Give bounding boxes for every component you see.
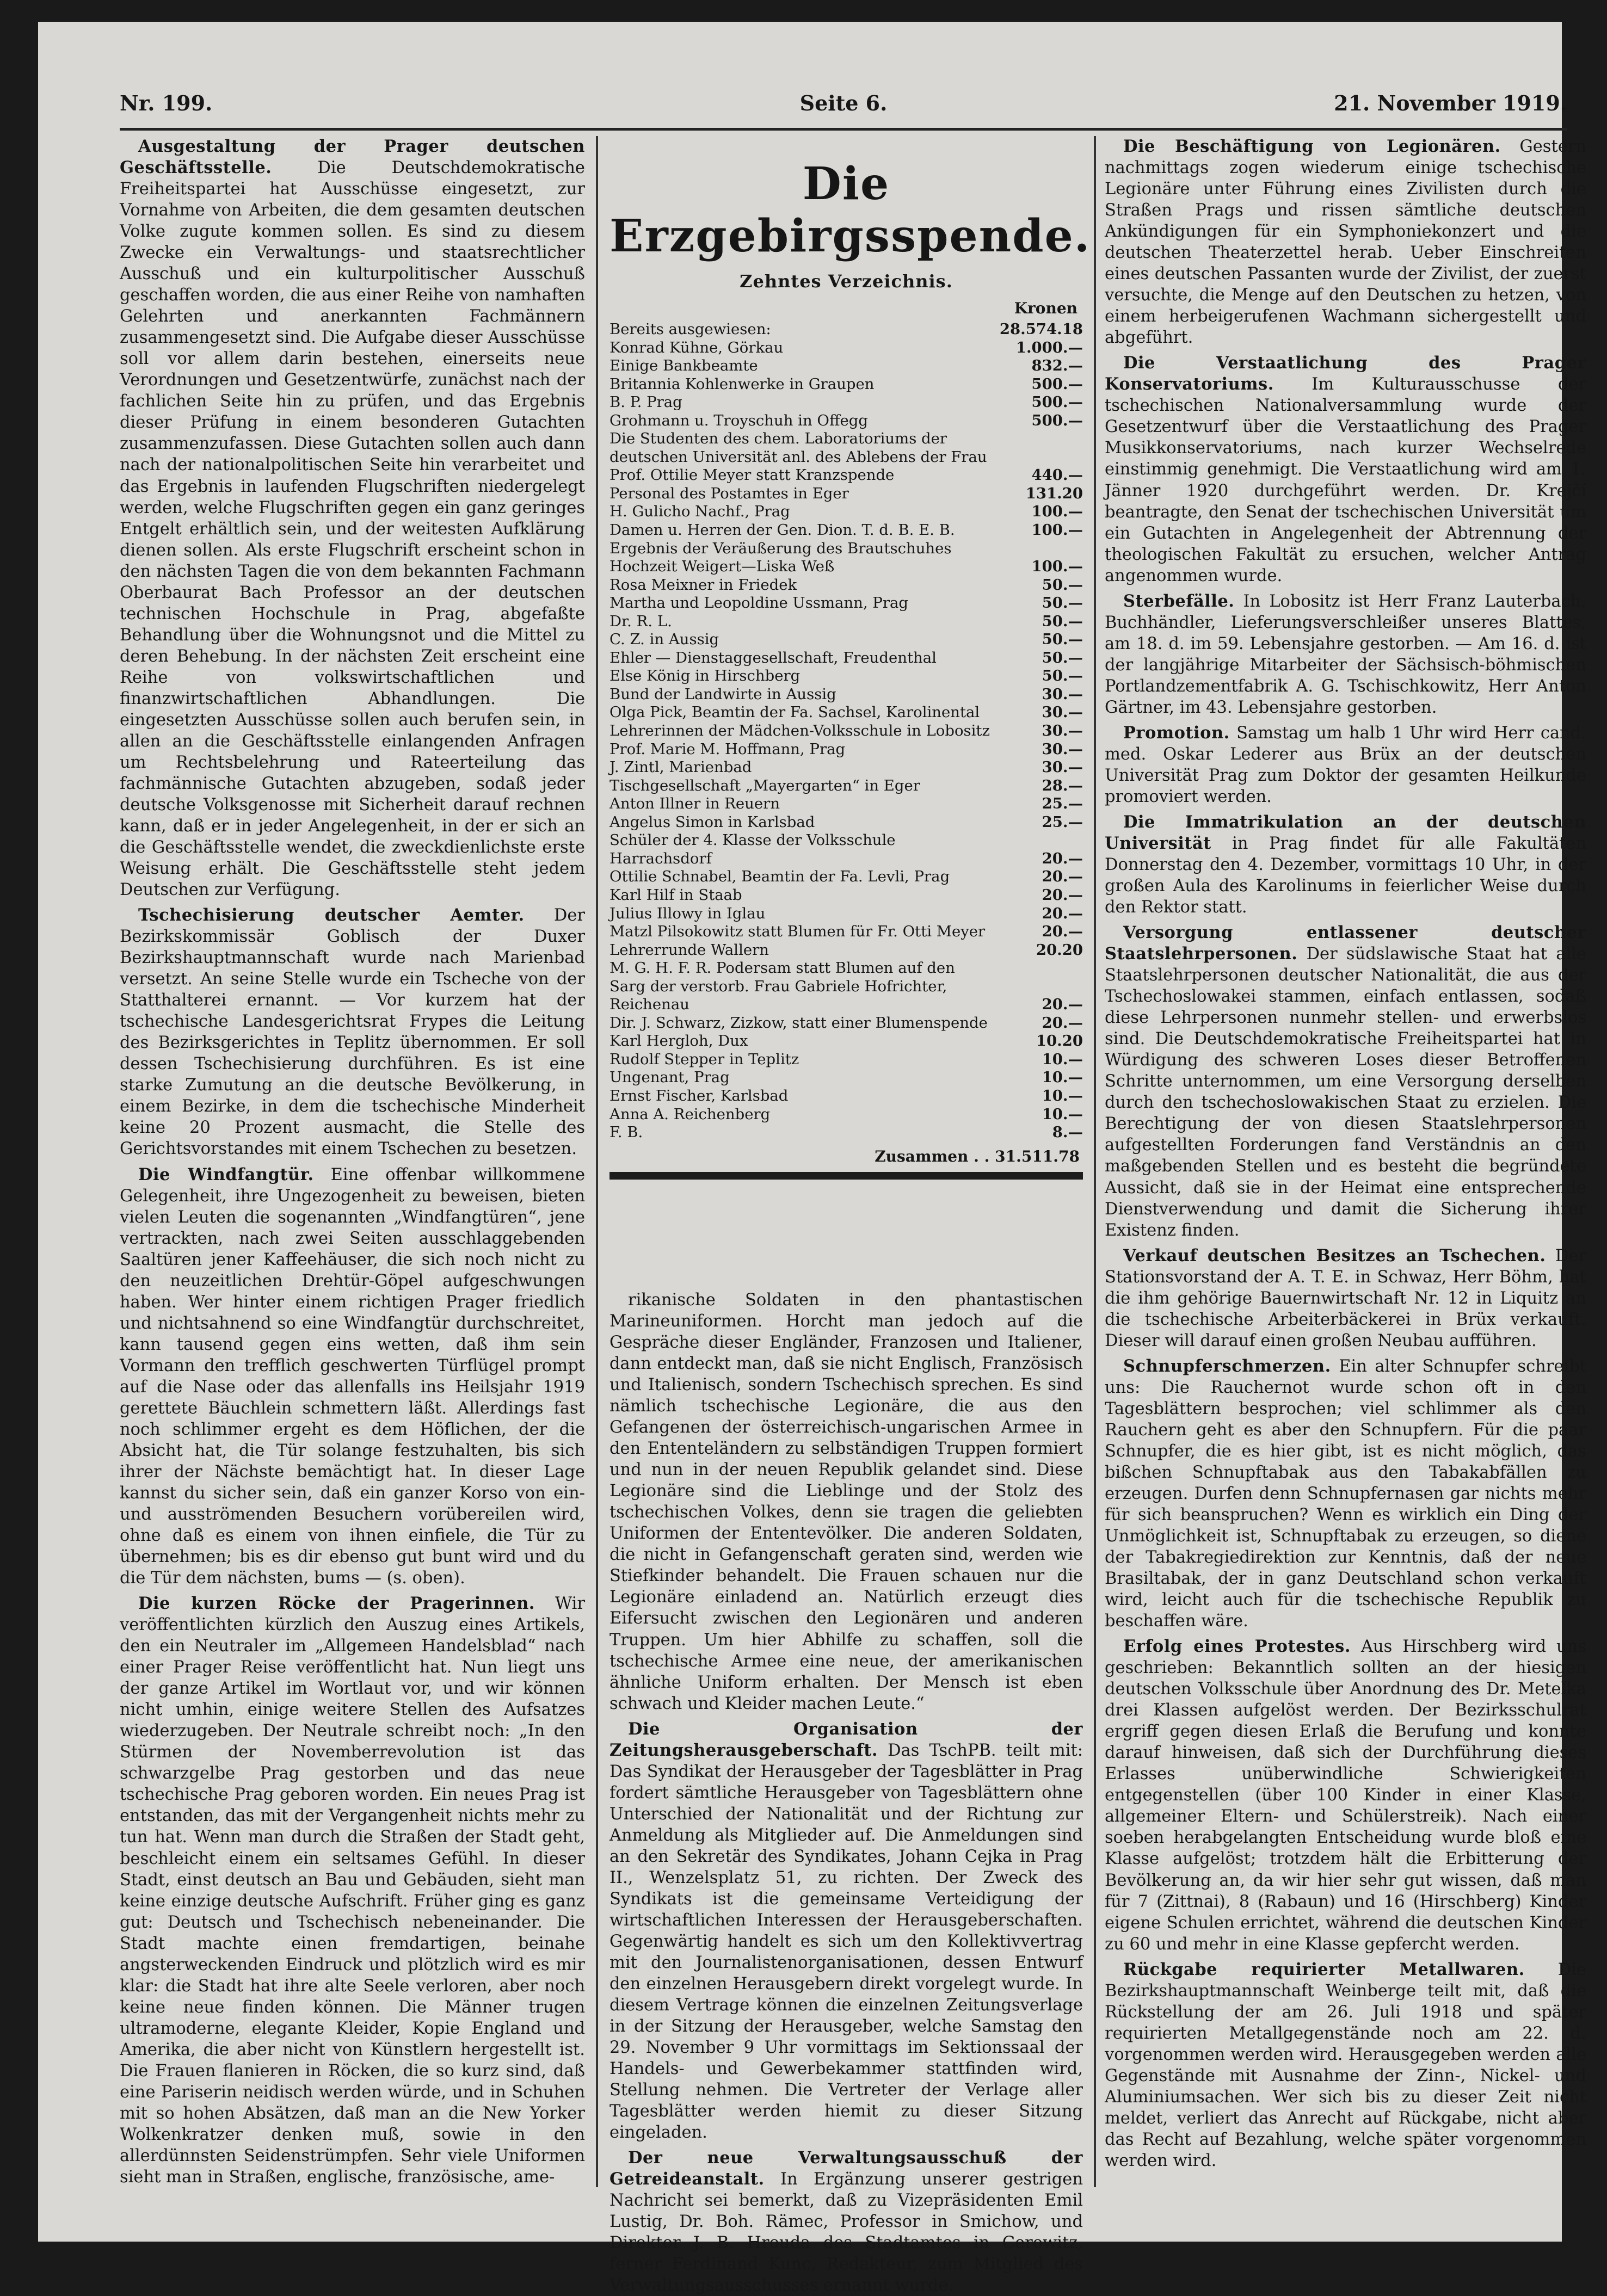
donation-amount: 50.— — [1042, 594, 1083, 612]
donation-amount: 50.— — [1042, 576, 1083, 594]
article-heading: Erfolg eines Protestes. — [1123, 1637, 1351, 1657]
donation-row — [609, 722, 1083, 740]
header-rule — [120, 128, 1567, 131]
donation-amount: 50.— — [1042, 649, 1083, 666]
donation-row — [609, 1124, 1083, 1142]
article-body: Eine offenbar willkommene Gelegenheit, ihre Ungezogenheit zu beweisen, bieten vielen Leuten die sogenannten „Windfangtüren“, jene vertrackten, nach zwei Seiten ausschlaggebenden Saaltüren jener Kaffeehäuser, die sich noch nicht zu den neuzeitlichen Drehtür-Göpel aufgeschwungen haben. Wer hinter einem richtigen Prager friedlich und nichtsahnend so eine Windfangtür durchschreitet, kann tausend gegen eins wetten, daß ihm sein Vormann den trefflich geschwerten Türflügel prompt auf die Nase oder das allenfalls ins Heilsjahr 1919 gerettete Bäuchlein schmettern läßt. Allerdings fast noch schlimmer ergeht es dem Höflichen, der die Absicht hat, die Tür solange festzuhalten, bis sich ihrer der Nächste bemächtigt hat. In dieser Lage kannst du sicher sein, daß ein ganzer Korso von ein- und ausströmenden Besuchern vorübereilen wird, ohne daß es einem von ihnen einfiele, die Tür zu übernehmen; bis es dir ebenso gut bunt wird und du die Tür dem nächsten, bums — (s. oben). — [120, 1165, 585, 1588]
donor-name: Karl Hilf in Staab — [609, 886, 742, 904]
article-body: Die Deutschdemokratische Freiheitspartei hat Ausschüsse eingesetzt, zur Vornahme von Arbeiten, die dem gesamten deutschen Volke zugute kommen sollen. Es sind zu diesem Zwecke ein Verwaltungs- und staatsrechtlicher Ausschuß und ein kulturpolitischer Ausschuß geschaffen worden, die aus einer Reihe von namhaften Gelehrten und anerkannten Fachmännern zusammengesetzt sind. Die Aufgabe dieser Ausschüsse soll vor allem darin bestehen, einerseits neue Verordnungen und Gesetzentwürfe, zunächst nach der fachlichen Seite hin zu prüfen, und das Ergebnis dieser Prüfung in einem besonderen Gutachten zusammenzufassen. Diese Gutachten sollen auch dann nach der nationalpolitischen Seite hin verarbeitet und das Ergebnis in laufenden Flugschriften niedergelegt werden, welche Flugschriften gegen ein ganz geringes Entgelt erhältlich sein, und der weitesten Aufklärung dienen sollen. Als erste Flugschrift erscheint schon in den nächsten Tagen die von dem bekannten Fachmann Oberbaurat Bach Professor an der deutschen technischen Hochschule in Prag, abgefaßte Behandlung über die Wohnungsnot und die Mittel zu deren Behebung. In der nächsten Zeit erscheint eine Reihe von volkswirtschaftlichen und finanzwirtschaftlichen Abhandlungen. Die eingesetzten Ausschüsse sollen auch berufen sein, in allen an die Geschäftsstelle einlangenden Anfragen um Rechtsbelehrung und Rateerteilung das fachmännische Gutachten abzugeben, sodaß jeder deutsche Volksgenosse mit Sicherheit darauf rechnen kann, daß er in jeder Angelegenheit, in der er sich an die Geschäftsstelle wendet, die zweckdienlichste erste Weisung erhält. Die Geschäftsstelle steht jedem Deutschen zur Verfügung. — [120, 158, 585, 900]
article-body: Aus Hirschberg wird uns geschrieben: Bekanntlich sollten an der hiesigen deutschen Volksschule über Anordnung des Dr. Metelka drei Klassen aufgelöst werden. Der Bezirksschulrat ergriff gegen diesen Erlaß die Berufung und konnte darauf hinweisen, daß sich der Durchführung dieses Erlasses unüberwindliche Schwierigkeiten entgegenstellen (über 100 Kinder in einer Klasse, allgemeiner Eltern- und Schülerstreik). Nach einer soeben herabgelangten Entscheidung wurde bloß eine Klasse aufgelöst; trotzdem hält die Erbitterung der Bevölkerung an, da wir hier sehr gut wissen, daß man für 7 (Zittnai), 8 (Rabaun) und 16 (Hirschberg) Kinder eigene Schulen errichtet, während die deutschen Kinder zu 60 und mehr in eine Klasse gepfercht werden. — [1105, 1637, 1586, 1954]
article-heading: Ausgestaltung der Prager deutschen Geschäftsstelle. — [120, 137, 585, 178]
donation-row — [609, 1069, 1083, 1087]
article — [609, 1289, 1083, 1714]
article — [120, 1593, 585, 2188]
donor-name: Else König in Hirschberg — [609, 667, 801, 685]
donation-row — [609, 412, 1083, 430]
donor-name: Matzl Pilsokowitz statt Blumen für Fr. Otti Meyer — [609, 923, 986, 941]
article-body: Die Bezirkshauptmannschaft Weinberge teilt mit, daß die Rückstellung der am 26. Juli 1918 und später requirierten Metallgegenstände noch am 22. d. vorgenommen werden wird. Herausgegeben werden alle Gegenstände mit Ausnahme der Zinn-, Nickel- und Aluminiumsachen. Wer sich bis zu dieser Zeit nicht meldet, verliert das Anrecht auf Rückgabe, nicht aber das Recht auf Bezahlung, welche später vorgenommen werden wird. — [1105, 1960, 1587, 2170]
article-heading: Verkauf deutschen Besitzes an Tschechen. — [1123, 1245, 1546, 1266]
donor-name: Angelus Simon in Karlsbad — [609, 813, 815, 831]
donor-name: Konrad Kühne, Görkau — [609, 338, 784, 356]
donor-name: Dr. R. L. — [609, 612, 672, 630]
donation-amount: 10.— — [1042, 1087, 1083, 1104]
donation-amount: 50.— — [1042, 631, 1083, 649]
donation-amount: 30.— — [1042, 758, 1083, 776]
donor-name: Schüler der 4. Klasse der Volksschule Harrachsdorf — [609, 831, 896, 867]
donor-name: Ergebnis der Veräußerung des Brautschuhes Hochzeit Weigert—Liska Weß — [609, 539, 952, 576]
donation-row — [609, 485, 1083, 503]
donation-amount: 100.— — [1031, 558, 1083, 576]
donation-amount: 10.— — [1042, 1069, 1083, 1087]
donation-table — [609, 320, 1083, 1142]
donor-name: Ungenant, Prag — [609, 1069, 730, 1087]
article-heading: Die Immatrikulation an der deutschen Universität — [1105, 812, 1586, 853]
donor-name: Ottilie Schnabel, Beamtin der Fa. Levli, Prag — [609, 868, 950, 886]
donor-name: Ernst Fischer, Karlsbad — [609, 1087, 789, 1104]
article-heading: Promotion. — [1123, 723, 1230, 743]
donation-amount: 20.— — [1042, 868, 1083, 886]
donation-list-subtitle: Zehntes Verzeichnis. — [740, 271, 953, 292]
article — [1105, 1636, 1586, 1954]
article-heading: Die Organisation der Zeitungsherausgeberschaft. — [609, 1719, 1083, 1760]
donation-row — [609, 686, 1083, 704]
donor-name: Prof. Marie M. Hoffmann, Prag — [609, 740, 846, 758]
donation-amount: 20.— — [1042, 1014, 1083, 1032]
donation-amount: 10.— — [1042, 1105, 1083, 1123]
article — [1105, 812, 1586, 918]
donor-name: Rudolf Stepper in Teplitz — [609, 1050, 799, 1068]
article-heading: Die kurzen Röcke der Pragerinnen. — [138, 1594, 535, 1614]
donation-amount: 20.— — [1042, 996, 1083, 1014]
donor-name: Ehler — Dienstaggesellschaft, Freudenthal — [609, 649, 937, 666]
donor-name: Dir. J. Schwarz, Zizkow, statt einer Blumenspende — [609, 1014, 988, 1032]
donation-row — [609, 1014, 1083, 1033]
article — [1105, 591, 1586, 718]
article-body: Im Kulturausschusse der tschechischen Nationalversammlung wurde der Gesetzentwurf über die Verstaatlichung des Prager Musikkonservatoriums, nach kurzer Wechselrede einstimmig genehmigt. Die Verstaatlichung wird am 1. Jänner 1920 durchgeführt werden. Dr. Krejčí beantragte, den Senat der tschechischen Universität um ein Gutachten in Angelegenheit der Abtrennung der theologischen Fakultät zu ersuchen, welcher Antrag angenommen wurde. — [1105, 375, 1586, 585]
donor-name: Tischgesellschaft „Mayergarten“ in Eger — [609, 776, 920, 794]
donation-row — [609, 339, 1083, 357]
article-heading: Die Verstaatlichung des Prager Konservatoriums. — [1105, 353, 1586, 394]
donor-name: Damen u. Herren der Gen. Dion. T. d. B. E. B. — [609, 521, 955, 539]
section-rule — [609, 1172, 1083, 1180]
article — [1105, 1356, 1586, 1632]
donor-name: Karl Hergloh, Dux — [609, 1032, 748, 1050]
donation-row — [609, 740, 1083, 759]
article — [1105, 136, 1586, 348]
donation-row — [609, 430, 1083, 485]
donation-amount: 20.20 — [1036, 941, 1083, 959]
donation-row — [609, 795, 1083, 813]
article-heading: Schnupferschmerzen. — [1123, 1356, 1331, 1376]
donation-row — [609, 886, 1083, 905]
donation-amount: 20.— — [1042, 923, 1083, 941]
donation-row — [609, 1106, 1083, 1124]
page-number: Seite 6. — [799, 91, 888, 115]
donor-name: B. P. Prag — [609, 393, 682, 411]
article-heading: Rückgabe requirierter Metallwaren. — [1123, 1959, 1525, 1979]
donation-amount: 500.— — [1031, 411, 1083, 429]
donation-row — [609, 320, 1083, 339]
donation-row — [609, 667, 1083, 686]
donor-name: J. Zintl, Marienbad — [609, 758, 752, 776]
donation-amount: 28.574.18 — [999, 320, 1083, 338]
article-body: Das TschPB. teilt mit: Das Syndikat der Herausgeber der Tagesblätter in Prag fordert sämtliche Herausgeber von Tagesblättern ohne Unterschied der Nationalität und der Richtung zur Anmeldung als Mitglieder auf. Die Anmeldungen sind an den Sekretär des Syndikates, Johann Cejka in Prag II., Wenzelsplatz 51, zu richten. Der Zweck des Syndikats ist die gemeinsame Verteidigung der wirtschaftlichen Interessen der Herausgeberschaften. Gegenwärtig handelt es sich um den Kollektivvertrag mit den Journalistenorganisationen, dessen Entwurf den einzelnen Herausgebern direkt vorgelegt wurde. In diesem Vertrage können die einzelnen Zeitungsverlage in der Sitzung der Herausgeber, welche Samstag den 29. November 9 Uhr vormittags im Sektionssaal der Handels- und Gewerbekammer stattfinden wird, Stellung nehmen. Die Vertreter der Verlage aller Tagesblätter werden hiemit zu dieser Sitzung eingeladen. — [609, 1740, 1083, 2143]
article-heading: Die Beschäftigung von Legionären. — [1123, 137, 1501, 156]
donor-name: Julius Illowy in Iglau — [609, 904, 766, 922]
donation-row — [609, 813, 1083, 832]
article-heading: Sterbefälle. — [1123, 591, 1235, 611]
donation-amount: 131.20 — [1025, 484, 1083, 502]
donation-row — [609, 503, 1083, 521]
article-heading: Der neue Verwaltungsausschuß der Getreideanstalt. — [609, 2148, 1083, 2189]
article — [1105, 353, 1586, 586]
column-divider — [1094, 136, 1096, 2187]
donation-amount: 25.— — [1042, 795, 1083, 813]
article-body: Gestern nachmittags zogen wiederum einige tschechische Legionäre unter Führung eines Zivilisten durch die Straßen Prags und rissen sämtliche deutschen Ankündigungen für ein Symphoniekonzert und die deutschen Theaterzettel herab. Ueber Einschreiten eines deutschen Passanten wurde der Zivilist, der zuerst versuchte, die Menge auf den Deutschen zu hetzen, von einem herbeigerufenen Wachmann sichergestellt und abgeführt. — [1105, 137, 1586, 348]
donor-name: Olga Pick, Beamtin der Fa. Sachsel, Karolinental — [609, 703, 980, 721]
article — [120, 1164, 585, 1589]
donation-row — [609, 631, 1083, 649]
donation-row — [609, 831, 1083, 868]
article-body: Der Bezirkskommissär Goblisch der Duxer Bezirkshauptmannschaft wurde nach Marienbad versetzt. An seine Stelle wurde ein Tscheche von der Statthalterei ernannt. — Vor kurzem hat der tschechische Landesgerichtsrat Frypes die Leitung des Bezirksgerichtes in Teplitz übernommen. Er soll dessen Tschechisierung durchführen. Es ist eine starke Zumutung an die deutsche Bevölkerung, in einem Bezirke, in dem die tschechische Minderheit keine 20 Prozent ausmacht, die Stelle des Gerichtsvorstandes mit einem Tschechen zu besetzen. — [120, 906, 585, 1159]
currency-label: Kronen — [1014, 299, 1078, 317]
donation-row — [609, 1051, 1083, 1069]
donation-list-title: Die Erzgebirgsspende. — [609, 158, 1091, 262]
donor-name: Bereits ausgewiesen: — [609, 320, 771, 338]
article-body: Wir veröffentlichten kürzlich den Auszug eines Artikels, den ein Neutraler im „Allgemeen Handelsblad“ nach einer Prager Reise veröffentlicht hat. Nun liegt uns der ganze Artikel im Wortlaut vor, und wir können nicht umhin, einige weitere Stellen des Aufsatzes wiederzugeben. Der Neutrale schreibt noch: „In den Stürmen der Novemberrevolution ist das schwarzgelbe Prag gestorben und das neue tschechische Prag geboren worden. Ein neues Prag ist entstanden, das mit der Vergangenheit nichts mehr zu tun hat. Wenn man durch die Straßen der Stadt geht, beschleicht einem ein seltsames Gefühl. In dieser Stadt, einst deutsch an Bau und Gebäuden, sieht man keine einzige deutsche Aufschrift. Früher ging es ganz gut: Deutsch und Tschechisch nebeneinander. Die Stadt machte einen fremdartigen, beinahe angsterweckenden Eindruck und plötzlich wird es mir klar: die Stadt hat ihre alte Seele verloren, aber noch keine neue finden können. Die Männer trugen ultramoderne, elegante Kleider, Kopie England und Amerika, die aber nicht von Künstlern hergestellt ist. Die Frauen flanieren in Röcken, die so kurz sind, daß eine Pariserin neidisch werden würde, und in Schuhen mit so hohen Absätzen, daß man an die New Yorker Wolkenkratzer denken muß, sowie in den allerdünnsten Seidenstrümpfen. Sehr viele Uniformen sieht man in Straßen, englische, französische, ame- — [120, 1594, 585, 2187]
left-column — [120, 136, 585, 2187]
article — [1105, 922, 1586, 1240]
column-divider — [596, 136, 598, 2187]
article — [120, 136, 585, 900]
donation-row — [609, 540, 1083, 576]
donation-amount: 30.— — [1042, 722, 1083, 740]
article-body: Der südslawische Staat hat alle Staatslehrpersonen deutscher Nationalität, die aus der Tschechoslowakei stammen, einfach entlassen, sodaß diese Lehrpersonen nunmehr stellen- und erwerbslos sind. Die Deutschdemokratische Freiheitspartei hat in Würdigung des schweren Loses dieser Betroffenen Schritte unternommen, um eine Versorgung derselben durch den tschechoslowakischen Staat zu erzielen. Die Berechtigung der von diesen Staatslehrpersonen aufgestellten Forderungen fand Verständnis an den maßgebenden Stellen und es besteht die begründete Aussicht, daß sie in der Heimat eine entsprechende Dienstverwendung und damit die Sicherung ihrer Existenz finden. — [1105, 945, 1586, 1240]
article — [1105, 1245, 1586, 1351]
article-heading: Die Windfangtür. — [138, 1164, 314, 1184]
donor-name: Rosa Meixner in Friedek — [609, 576, 797, 594]
donor-name: Bund der Landwirte in Aussig — [609, 685, 836, 703]
donation-row — [609, 868, 1083, 886]
donation-row — [609, 1087, 1083, 1106]
article-body: Ein alter Schnupfer schreibt uns: Die Rauchernot wurde schon oft in den Tagesblättern besprochen; viel schlimmer als den Rauchern geht es aber den Schnupfern. Für die paar Schnupfer, die es hier gibt, ist es nicht möglich, das bißchen Schnupftabak aus den Tabakabfällen zu erzeugen. Durfen denn Schnupfernasen gar nichts mehr für sich beanspruchen? Wenn es wirklich ein Ding der Unmöglichkeit ist, Schnupftabak zu erzeugen, so diene der Tabakregiedirektion zur Kenntnis, daß der neue Brasiltabak, der in ganz Deutschland schon verkauft wird, leicht auch für die tschechische Republik zu beschaffen wäre. — [1105, 1356, 1586, 1631]
donation-row — [609, 758, 1083, 777]
donation-amount: 30.— — [1042, 740, 1083, 758]
article — [120, 905, 585, 1159]
donation-amount: 28.— — [1042, 776, 1083, 794]
article-body: In Ergänzung unserer gestrigen Nachricht sei bemerkt, daß zu Vizepräsidenten Emil Lustig, Dr. Boh. Rämec, Professor in Smichow, und Direktor J. B. Hrouda des Stadtamtes in Cerowitz, ferner Ferdinand Kunc, Redakteur, zum Mitglied des Verwaltungsausschusses ernannt wurde. — [609, 2170, 1083, 2295]
article-heading: Tschechisierung deutscher Aemter. — [138, 905, 525, 925]
donation-amount: 25.— — [1042, 813, 1083, 831]
article — [609, 1719, 1083, 2144]
total-amount: 31.511.78 — [995, 1147, 1080, 1165]
donation-amount: 20.— — [1042, 886, 1083, 904]
donation-row — [609, 594, 1083, 613]
donation-amount: 8.— — [1052, 1124, 1083, 1141]
donation-amount: 1.000.— — [1015, 338, 1083, 356]
article — [1105, 1959, 1586, 2171]
donation-row — [609, 393, 1083, 412]
donor-name: M. G. H. F. R. Podersam statt Blumen auf den Sarg der verstorb. Frau Gabriele Hofrichter, Reichenau — [609, 959, 955, 1014]
donation-row — [609, 923, 1083, 941]
donation-amount: 30.— — [1042, 703, 1083, 721]
article-body: in Prag findet für alle Fakultäten Donnerstag den 4. Dezember, vormittags 10 Uhr, in der großen Aula des Karolinums in feierlicher Weise durch den Rektor statt. — [1105, 834, 1586, 917]
article-body: Samstag um halb 1 Uhr wird Herr cand. med. Oskar Lederer aus Brüx an der deutschen Universität Prag zum Doktor der gesamten Heilkunde promoviert werden. — [1105, 723, 1586, 806]
donor-name: Personal des Postamtes in Eger — [609, 484, 849, 502]
total-label: Zusammen — [875, 1147, 969, 1165]
donation-row — [609, 777, 1083, 795]
donation-row — [609, 703, 1083, 722]
donation-row — [609, 521, 1083, 540]
article — [1105, 723, 1586, 807]
donation-amount: 10.— — [1042, 1050, 1083, 1068]
donation-amount: 30.— — [1042, 685, 1083, 703]
donation-row — [609, 357, 1083, 375]
donor-name: C. Z. in Aussig — [609, 631, 719, 649]
donation-amount: 20.— — [1042, 849, 1083, 867]
donor-name: Einige Bankbeamte — [609, 357, 758, 375]
donor-name: Grohmann u. Troyschuh in Offegg — [609, 411, 868, 429]
newspaper-page — [38, 22, 1587, 2295]
donation-amount: 500.— — [1031, 393, 1083, 411]
issue-number: Nr. 199. — [120, 91, 213, 115]
donation-amount: 20.— — [1042, 904, 1083, 922]
donation-row — [609, 613, 1083, 631]
donor-name: F. B. — [609, 1124, 643, 1141]
donation-row — [609, 905, 1083, 923]
page-header — [120, 79, 1567, 128]
donor-name: H. Gulicho Nachf., Prag — [609, 503, 790, 521]
donation-amount: 50.— — [1042, 667, 1083, 685]
donation-amount: 832.— — [1031, 357, 1083, 375]
donor-name: Anna A. Reichenberg — [609, 1105, 771, 1123]
donation-row — [609, 959, 1083, 1014]
article-heading: Versorgung entlassener deutscher Staatslehrpersonen. — [1105, 923, 1586, 964]
donation-total: Zusammen . . 31.511.78 — [875, 1147, 1080, 1165]
article — [609, 2147, 1083, 2296]
donor-name: Britannia Kohlenwerke in Graupen — [609, 375, 875, 393]
donor-name: Lehrerinnen der Mädchen-Volksschule in Lobositz — [609, 722, 990, 740]
donation-amount: 500.— — [1031, 375, 1083, 393]
article-body: In Lobositz ist Herr Franz Lauterbach, Buchhändler, Lieferungsverschleißer unseres Blattes, am 18. d. im 59. Lebensjahre gestorben. — Am 16. d. ist der langjährige Mitarbeiter der Sächsisch-böhmischen Portlandzementfabrik A. G. Tschischkowitz, Herr Anton Gärtner, im 43. Lebensjahre gestorben. — [1105, 591, 1586, 717]
donation-row — [609, 375, 1083, 394]
donor-name: Lehrerrunde Wallern — [609, 941, 769, 959]
donation-amount: 440.— — [1031, 466, 1083, 484]
donor-name: Martha und Leopoldine Ussmann, Prag — [609, 594, 908, 612]
donation-list — [609, 136, 1091, 1273]
donation-row — [609, 576, 1083, 595]
donor-name: Anton Illner in Reuern — [609, 795, 780, 813]
donation-amount: 100.— — [1031, 503, 1083, 521]
middle-column-bottom — [609, 1289, 1083, 2295]
donation-row — [609, 649, 1083, 668]
issue-date: 21. November 1919. — [1334, 91, 1567, 115]
donation-amount: 10.20 — [1036, 1032, 1083, 1050]
article-body: Der Stationsvorstand der A. T. E. in Schwaz, Herr Böhm, hat die ihm gehörige Bauernwirtschaft Nr. 12 in Liquitz an die tschechische Arbeiterbäckerei in Brüx verkauft. Dieser will darauf einen großen Neubau aufführen. — [1105, 1246, 1586, 1350]
donor-name: Die Studenten des chem. Laboratoriums der deutschen Universität anl. des Ablebens der Frau Prof. Ottilie Meyer statt Kranzspende — [609, 430, 987, 484]
donation-row — [609, 941, 1083, 960]
donation-amount: 50.— — [1042, 612, 1083, 630]
right-column — [1105, 136, 1586, 2187]
article-body: rikanische Soldaten in den phantastischen Marineuniformen. Horcht man jedoch auf die Gespräche dieser Engländer, Franzosen und Italiener, dann entdeckt man, daß sie nicht Englisch, Französisch und Italienisch, sondern Tschechisch sprechen. Es sind nämlich tschechische Legionäre, die aus den Gefangenen der österreichisch-ungarischen Armee in den Ententeländern zu selbständigen Truppen formiert und nun in der neuen Republik gelandet sind. Diese Legionäre sind die Lieblinge und der Stolz des tschechischen Volkes, denn sie tragen die geliebten Uniformen der Ententevölker. Die anderen Soldaten, die nicht in Gefangenschaft geraten sind, werden wie Stiefkinder behandelt. Die Frauen schauen nur die Legionäre einladend an. Natürlich erzeugt dies Eifersucht zwischen den Legionären und anderen Truppen. Um hier Abhilfe zu schaffen, soll die tschechische Armee eine neue, der amerikanischen ähnliche Uniform erhalten. Der Mensch ist eben schwach und Kleider machen Leute.“ — [609, 1291, 1083, 1713]
donation-row — [609, 1032, 1083, 1051]
donation-amount: 100.— — [1031, 521, 1083, 539]
